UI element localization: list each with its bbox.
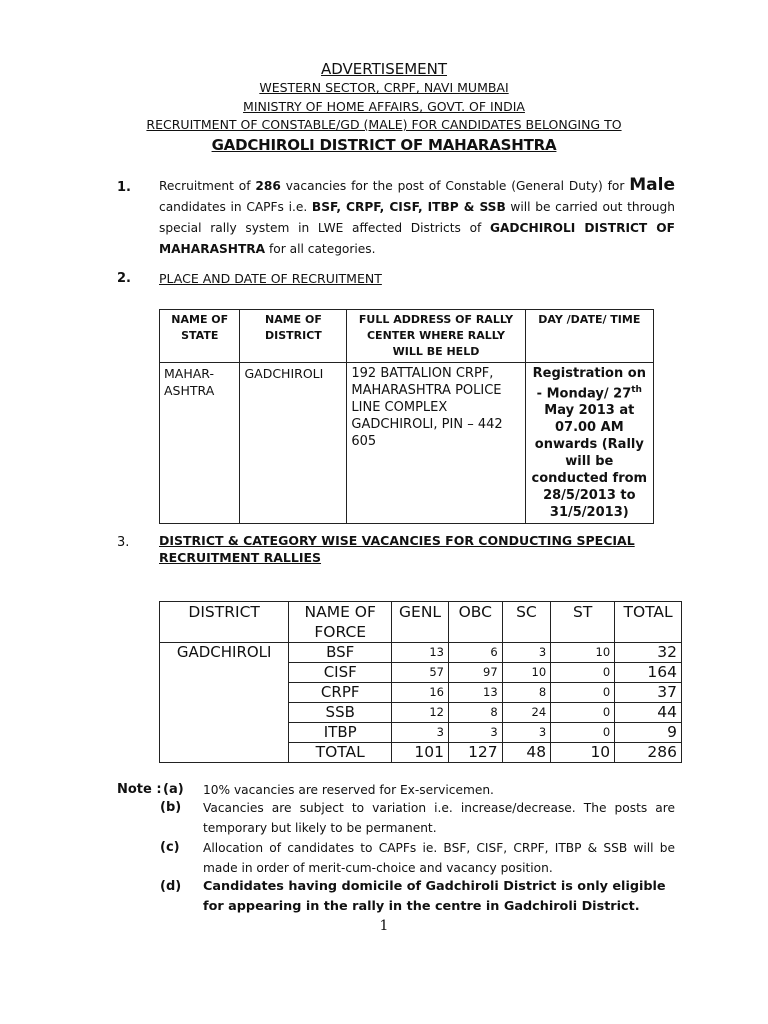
vac-header-sc: SC xyxy=(502,602,550,643)
vac-header-obc: OBC xyxy=(448,602,502,643)
vac-st: 0 xyxy=(551,683,615,703)
vac-total: 32 xyxy=(615,643,682,663)
header-line-district: GADCHIROLI DISTRICT OF MAHARASHTRA xyxy=(211,136,557,154)
vac-st: 10 xyxy=(551,643,615,663)
vac-total: 44 xyxy=(615,703,682,723)
note-b-text: Vacancies are subject to variation i.e. increase/decrease. The posts are temporary but likely to be permanent. xyxy=(203,801,675,835)
note-c-text: Allocation of candidates to CAPFs ie. BSF, CISF, CRPF, ITBP & SSB will be made in order of merit-cum-choice and vacancy position. xyxy=(203,841,675,875)
section-1-text: Recruitment of 286 vacancies for the post of Constable (General Duty) for Male candidates in CAPFs i.e. BSF, CRPF, CISF, ITBP & SSB will be carried out through special rally system in LWE affected Districts of GADCHIROLI DISTRICT OF MAHARASHTRA for all categories. xyxy=(159,175,675,256)
vac-sc: 3 xyxy=(502,643,550,663)
section-1-number: 1. xyxy=(117,180,131,195)
vac-header-total: TOTAL xyxy=(615,602,682,643)
vac-obc: 3 xyxy=(448,723,502,743)
vac-st: 0 xyxy=(551,703,615,723)
cell-date-time: Registration on - Monday/ 27th May 2013 at 07.00 AM onwards (Rally will be conducted from 28/5/2013 to 31/5/2013) xyxy=(525,363,653,524)
col-header-district: NAME OF DISTRICT xyxy=(240,310,347,363)
vac-force-total: TOTAL xyxy=(289,743,392,763)
col-header-date: DAY /DATE/ TIME xyxy=(525,310,653,363)
vac-force: CISF xyxy=(289,663,392,683)
note-b-label: (b) xyxy=(160,800,182,815)
col-header-address: FULL ADDRESS OF RALLY CENTER WHERE RALLY WILL BE HELD xyxy=(347,310,525,363)
vac-genl-total: 101 xyxy=(392,743,449,763)
vac-header-genl: GENL xyxy=(392,602,449,643)
cell-district: GADCHIROLI xyxy=(240,363,347,524)
vac-sc: 8 xyxy=(502,683,550,703)
header-line-recruitment: RECRUITMENT OF CONSTABLE/GD (MALE) FOR CANDIDATES BELONGING TO xyxy=(146,117,622,132)
vac-header-district: DISTRICT xyxy=(160,602,289,643)
section-3-heading-line1: DISTRICT & CATEGORY WISE VACANCIES FOR CONDUCTING SPECIAL xyxy=(159,533,635,548)
header-line-ministry: MINISTRY OF HOME AFFAIRS, GOVT. OF INDIA xyxy=(243,99,525,114)
vac-genl: 12 xyxy=(392,703,449,723)
vacancy-table xyxy=(159,601,682,763)
vac-genl: 57 xyxy=(392,663,449,683)
vac-obc: 97 xyxy=(448,663,502,683)
vac-sc: 24 xyxy=(502,703,550,723)
rally-details-table xyxy=(159,309,654,524)
note-label: Note : xyxy=(117,782,162,797)
vac-obc: 8 xyxy=(448,703,502,723)
col-header-state: NAME OF STATE xyxy=(160,310,240,363)
vac-sc: 3 xyxy=(502,723,550,743)
cell-state: MAHAR-ASHTRA xyxy=(160,363,240,524)
vac-total: 164 xyxy=(615,663,682,683)
vac-force: CRPF xyxy=(289,683,392,703)
section-2-heading: PLACE AND DATE OF RECRUITMENT xyxy=(159,271,382,286)
vac-district-cell: GADCHIROLI xyxy=(160,643,289,763)
note-a-label: (a) xyxy=(163,782,184,797)
vac-genl: 3 xyxy=(392,723,449,743)
vac-grand-total: 286 xyxy=(615,743,682,763)
vac-header-force: NAME OF FORCE xyxy=(289,602,392,643)
vac-st-total: 10 xyxy=(551,743,615,763)
page-number: 1 xyxy=(379,918,389,934)
section-3-number: 3. xyxy=(117,535,130,550)
vac-obc: 6 xyxy=(448,643,502,663)
section-3-heading-line2: RECRUITMENT RALLIES xyxy=(159,550,322,565)
table-row xyxy=(160,643,682,663)
vac-genl: 13 xyxy=(392,643,449,663)
vac-sc: 10 xyxy=(502,663,550,683)
vac-force: BSF xyxy=(289,643,392,663)
vac-sc-total: 48 xyxy=(502,743,550,763)
vac-obc: 13 xyxy=(448,683,502,703)
note-a-text: 10% vacancies are reserved for Ex-servicemen. xyxy=(203,783,494,797)
vac-st: 0 xyxy=(551,723,615,743)
doc-title: ADVERTISEMENT xyxy=(320,60,447,78)
note-d-text: Candidates having domicile of Gadchiroli District is only eligible for appearing in the rally in the centre in Gadchiroli District. xyxy=(203,879,666,914)
vac-obc-total: 127 xyxy=(448,743,502,763)
vac-force: SSB xyxy=(289,703,392,723)
vac-total: 9 xyxy=(615,723,682,743)
header-line-sector: WESTERN SECTOR, CRPF, NAVI MUMBAI xyxy=(259,80,509,95)
note-d-label: (d) xyxy=(160,879,182,894)
cell-address: 192 BATTALION CRPF, MAHARASHTRA POLICE LINE COMPLEX GADCHIROLI, PIN – 442 605 xyxy=(347,363,525,524)
vac-header-st: ST xyxy=(551,602,615,643)
note-c-label: (c) xyxy=(160,840,180,855)
vac-force: ITBP xyxy=(289,723,392,743)
vac-genl: 16 xyxy=(392,683,449,703)
section-2-number: 2. xyxy=(117,271,131,286)
vac-total: 37 xyxy=(615,683,682,703)
vac-st: 0 xyxy=(551,663,615,683)
